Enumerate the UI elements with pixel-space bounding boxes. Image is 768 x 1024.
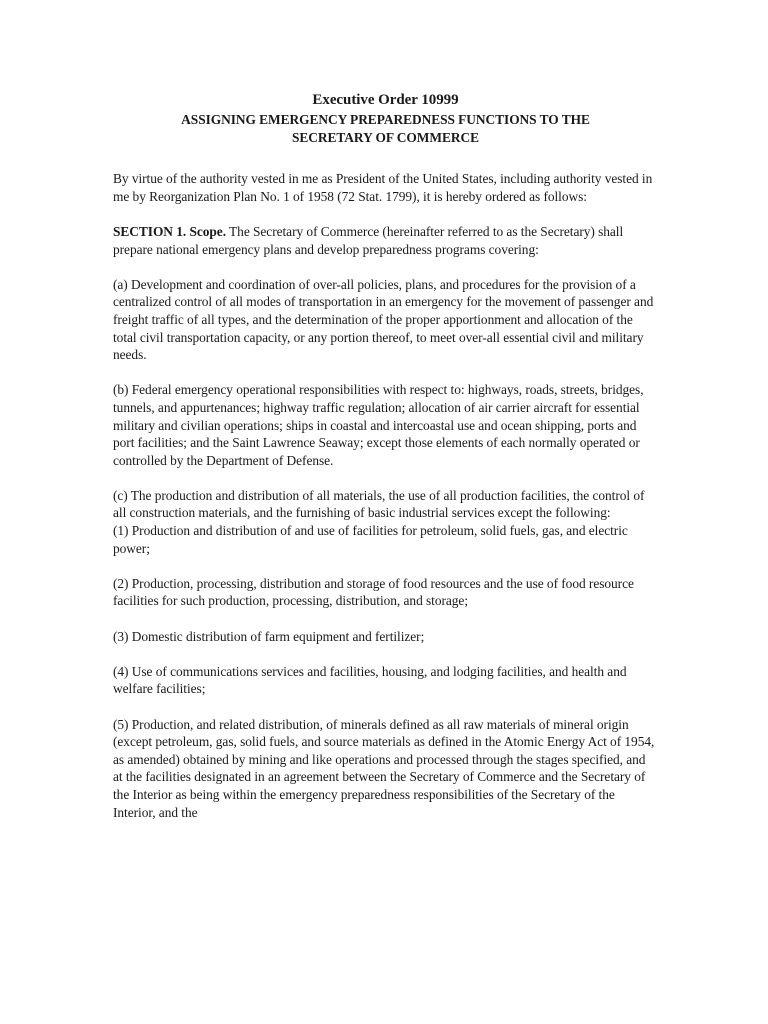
paragraph-a: (a) Development and coordination of over-all policies, plans, and procedures for the provision of a centralized control of all modes of transportation in an emergency for the movement of passenger and freight traffic of all types, and the determination of the proper apportionment and allocation of the total civil transportation capacity, or any portion thereof, to meet over-all essential civil and military needs. [113,276,654,363]
section-1-text: The Secretary of Commerce (hereinafter referred to as the Secretary) shall prepare national emergency plans and develop preparedness programs covering: [113,223,624,257]
subtitle-line-2: SECRETARY OF COMMERCE [292,129,479,145]
paragraph-c2: (2) Production, processing, distribution and storage of food resources and the use of food resource facilities for such production, processing, distribution, and storage; [113,575,634,609]
section-1-paragraph [113,223,658,258]
paragraph-c: (c) The production and distribution of all materials, the use of all production facilities, the control of all construction materials, and the furnishing of basic industrial services except the following: [113,487,645,521]
intro-paragraph: By virtue of the authority vested in me as President of the United States, including authority vested in me by Reorganization Plan No. 1 of 1958 (72 Stat. 1799), it is hereby ordered as follows: [113,171,653,204]
document-page [113,91,658,839]
document-subtitle [113,111,658,146]
subtitle-line-1: ASSIGNING EMERGENCY PREPAREDNESS FUNCTIONS TO THE [181,112,590,127]
section-1-heading: SECTION 1. Scope. [113,223,226,239]
document-title: Executive Order 10999 [312,92,459,108]
paragraph-c5: (5) Production, and related distribution, of minerals defined as all raw materials of mineral origin (except petroleum, gas, solid fuels, and source materials as defined in the Atomic Energy Act of 1954, as amended) obtained by mining and like operations and processed through the stages specified, and at the facilities designated in an agreement between the Secretary of Commerce and the Secretary of the Interior as being within the emergency preparedness responsibilities of the Secretary of the Interior, and the [113,716,655,820]
paragraph-c3: (3) Domestic distribution of farm equipment and fertilizer; [113,628,425,644]
paragraph-c4: (4) Use of communications services and facilities, housing, and lodging facilities, and health and welfare facilities; [113,663,627,697]
paragraph-c1: (1) Production and distribution of and use of facilities for petroleum, solid fuels, gas, and electric power; [113,523,628,556]
paragraph-b: (b) Federal emergency operational responsibilities with respect to: highways, roads, streets, bridges, tunnels, and appurtenances; highway traffic regulation; allocation of air carrier aircraft for essential military and civilian operations; ships in coastal and intercoastal use and ocean shipping, ports and port facilities; and the Saint Lawrence Seaway; except those elements of each normally operated or controlled by the Department of Defense. [113,382,644,468]
